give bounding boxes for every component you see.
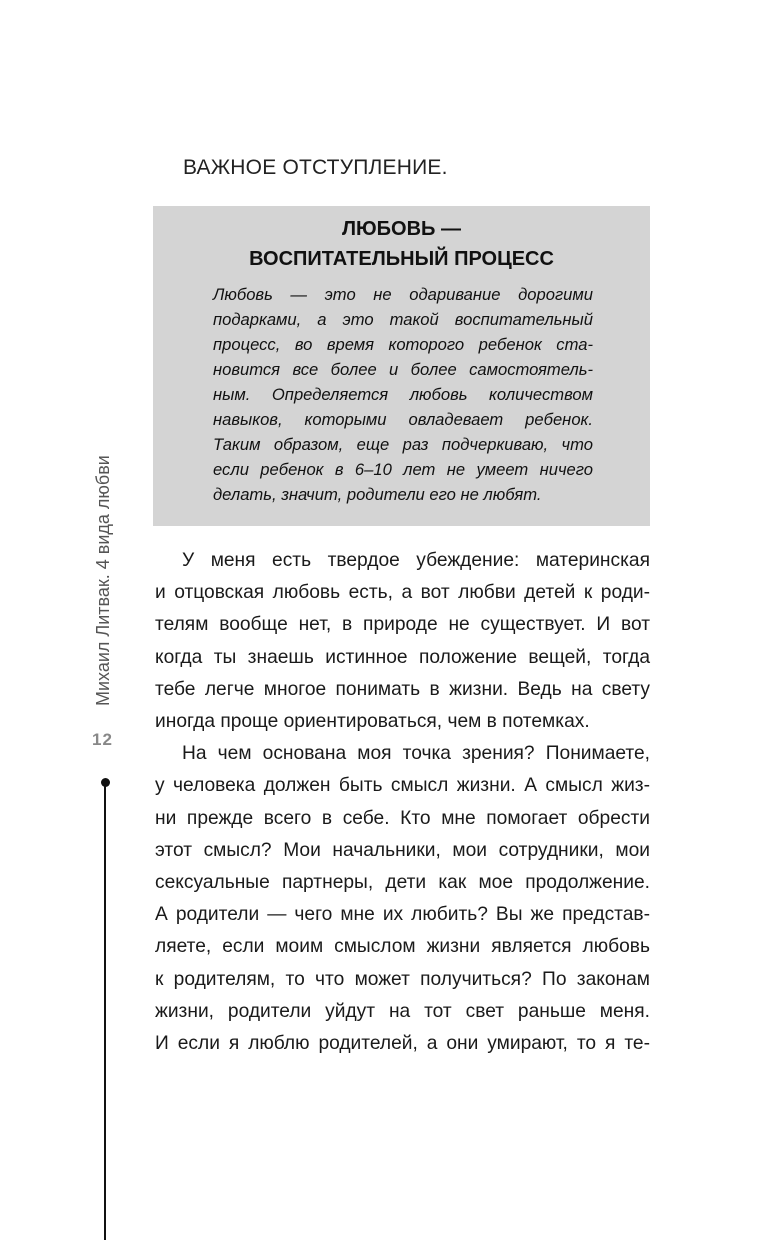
callout-title bbox=[153, 214, 650, 274]
body-line: А родители — чего мне их любить? Вы же представ- bbox=[155, 904, 650, 926]
callout-title-line: ЛЮБОВЬ — bbox=[342, 218, 461, 240]
body-line: иногда проще ориентироваться, чем в потемках. bbox=[155, 711, 590, 733]
body-line: жизни, родители уйдут на тот свет раньше меня. bbox=[155, 1000, 650, 1022]
callout-body-line: Любовь — это не одаривание дорогими bbox=[213, 285, 593, 304]
running-title: Михаил Литвак. 4 вида любви bbox=[93, 455, 113, 706]
callout-title-line: ВОСПИТАТЕЛЬНЫЙ ПРОЦЕСС bbox=[249, 248, 554, 270]
body-line: у человека должен быть смысл жизни. А смысл жиз- bbox=[155, 775, 650, 797]
body-line: На чем основана моя точка зрения? Понимаете, bbox=[182, 743, 650, 765]
body-line: У меня есть твердое убеждение: материнская bbox=[182, 550, 650, 571]
page-number: 12 bbox=[92, 730, 113, 749]
body-line: сексуальные партнеры, дети как мое продолжение. bbox=[155, 872, 650, 894]
callout-body-line: подарками, а это такой воспитательный bbox=[213, 310, 593, 329]
callout-box bbox=[153, 206, 650, 526]
body-line: тебе легче многое понимать в жизни. Ведь на свету bbox=[155, 678, 650, 700]
section-label: ВАЖНОЕ ОТСТУПЛЕНИЕ. bbox=[183, 156, 448, 179]
callout-body-line: процесс, во время которого ребенок ста- bbox=[213, 335, 593, 354]
body-line: к родителям, то что может получиться? По законам bbox=[155, 968, 650, 990]
body-line: телям вообще нет, в природе не существует. И вот bbox=[155, 614, 650, 636]
callout-body-line: новится все более и более самостоятель- bbox=[213, 360, 593, 379]
callout-body bbox=[213, 282, 593, 507]
callout-body-line: если ребенок в 6–10 лет не умеет ничего bbox=[213, 460, 593, 479]
callout-body-line: делать, значит, родители его не любят. bbox=[213, 485, 542, 504]
body-line: когда ты знаешь истинное положение вещей, тогда bbox=[155, 646, 650, 668]
body-line: ляете, если моим смыслом жизни является любовь bbox=[155, 936, 650, 958]
callout-body-line: Таким образом, еще раз подчеркиваю, что bbox=[213, 435, 593, 454]
body-line: и отцовская любовь есть, а вот любви детей к роди- bbox=[155, 582, 650, 604]
body-line: этот смысл? Мои начальники, мои сотрудники, мои bbox=[155, 839, 650, 861]
body-line: И если я люблю родителей, а они умирают, то я те- bbox=[155, 1033, 650, 1055]
body-text bbox=[155, 545, 650, 1060]
callout-body-line: навыков, которыми овладевает ребенок. bbox=[213, 410, 593, 429]
callout-body-line: ным. Определяется любовь количеством bbox=[213, 385, 593, 404]
margin-rule-line bbox=[104, 783, 106, 1240]
body-line: ни прежде всего в себе. Кто мне помогает обрести bbox=[155, 807, 650, 829]
